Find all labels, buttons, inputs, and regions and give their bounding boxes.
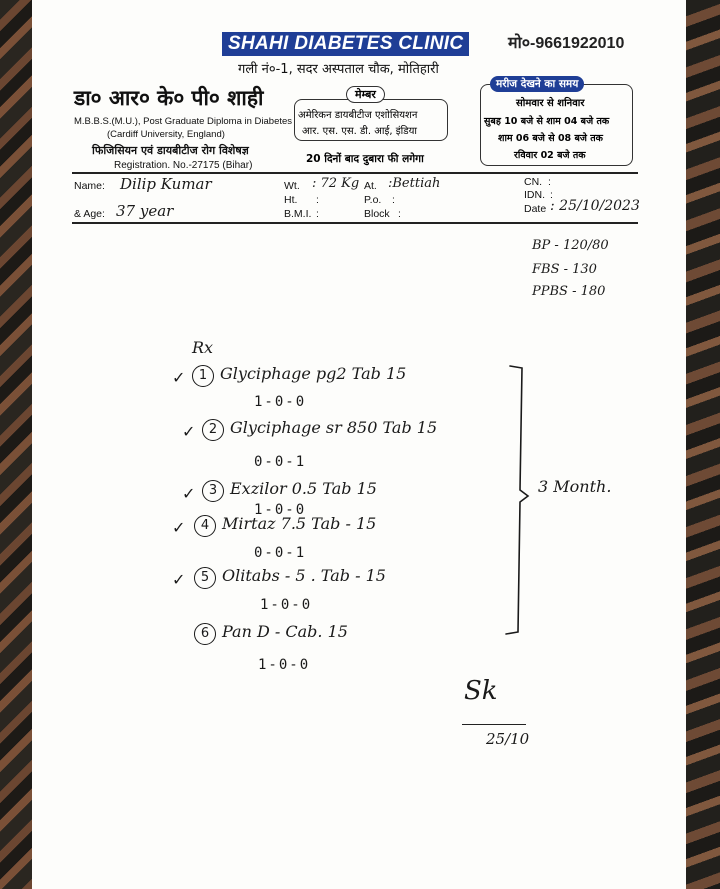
member-label: मेम्बर: [346, 86, 385, 103]
check-mark-icon: ✓: [172, 368, 186, 387]
doctor-name: डा० आर० के० पी० शाही: [74, 86, 264, 110]
check-mark-icon: ✓: [182, 484, 196, 503]
date-label: Date: [524, 203, 547, 215]
registration-number: Registration. No.-27175 (Bihar): [114, 160, 253, 171]
check-mark-icon: ✓: [172, 518, 186, 537]
medication-3: [202, 479, 377, 502]
clinic-mobile: मो०-9661922010: [508, 35, 625, 52]
timing-days: सोमवार से शनिवार: [516, 98, 585, 109]
visit-date: : 25/10/2023: [550, 198, 640, 214]
brace-mark: [502, 360, 532, 640]
duration-note: 3 Month.: [538, 477, 612, 496]
vital-fbs: FBS - 130: [532, 262, 597, 277]
po-label: P.o.: [364, 194, 382, 206]
timing-evening: शाम 06 बजे से 08 बजे तक: [498, 133, 603, 144]
vital-ppbs: PPBS - 180: [532, 284, 606, 299]
patient-place: :Bettiah: [388, 176, 441, 191]
medication-2: [202, 418, 437, 441]
bmi-label: B.M.I.: [284, 208, 312, 220]
medication-name: Exzilor 0.5 Tab 15: [230, 479, 377, 498]
signature-date: 25/10: [486, 730, 530, 748]
patient-divider: [72, 222, 638, 224]
patient-age: 37 year: [116, 202, 174, 220]
medication-5: [194, 566, 386, 589]
clinic-name: SHAHI DIABETES CLINIC: [222, 32, 469, 56]
cn-label: CN.: [524, 176, 543, 188]
medication-dose: 0-0-1: [254, 454, 307, 470]
medication-6: [194, 622, 348, 645]
signature-underline: [462, 724, 526, 725]
block-label: Block: [364, 208, 390, 220]
patient-idn: :: [550, 189, 553, 201]
doctor-specialty: फिजिसियन एवं डायबीटीज रोग विशेषज्ञ: [92, 144, 249, 157]
medication-dose: 1-0-0: [254, 394, 307, 410]
medication-4: [194, 514, 376, 537]
medication-number: 5: [194, 567, 216, 589]
patient-weight: : 72 Kg: [312, 176, 360, 191]
medication-name: Olitabs - 5 . Tab - 15: [222, 566, 386, 585]
association-1: अमेरिकन डायबीटीज एशोसियशन: [298, 110, 418, 121]
medication-number: 2: [202, 419, 224, 441]
medication-name: Mirtaz 7.5 Tab - 15: [222, 514, 377, 533]
medication-name: Pan D - Cab. 15: [222, 622, 348, 641]
background-left-edge: [0, 0, 34, 889]
medication-dose: 1-0-0: [260, 597, 313, 613]
prescription-paper: [32, 0, 686, 889]
wt-label: Wt.: [284, 180, 300, 192]
timing-title: मरीज देखने का समय: [490, 76, 584, 92]
medication-dose: 0-0-1: [254, 545, 307, 561]
at-label: At.: [364, 180, 377, 192]
medication-name: Glyciphage sr 850 Tab 15: [230, 418, 438, 437]
medication-number: 4: [194, 515, 216, 537]
check-mark-icon: ✓: [182, 422, 196, 441]
patient-cn: :: [548, 176, 551, 188]
doctor-degree-university: (Cardiff University, England): [107, 129, 225, 140]
patient-name: Dilip Kumar: [120, 175, 212, 193]
vital-bp: BP - 120/80: [532, 238, 609, 253]
doctor-degree: M.B.B.S.(M.U.), Post Graduate Diploma in Diabetes: [74, 116, 293, 127]
rx-symbol: Rx: [192, 338, 214, 357]
association-2: आर. एस. एस. डी. आई, इंडिया: [302, 126, 417, 137]
patient-height: :: [316, 194, 319, 206]
header-divider: [72, 172, 638, 174]
doctor-signature: Sk: [464, 676, 498, 706]
ht-label: Ht.: [284, 194, 298, 206]
patient-po: :: [392, 194, 395, 206]
medication-1: [192, 364, 406, 387]
age-label: & Age:: [74, 208, 105, 220]
medication-number: 6: [194, 623, 216, 645]
medication-name: Glyciphage pg2 Tab 15: [220, 364, 407, 383]
revisit-fee-note: 20 दिनों बाद दुबारा फी लगेगा: [306, 153, 424, 165]
patient-block: :: [398, 208, 401, 220]
medication-dose: 1-0-0: [254, 502, 307, 518]
patient-bmi: :: [316, 208, 319, 220]
medication-dose: 1-0-0: [258, 657, 311, 673]
check-mark-icon: ✓: [172, 570, 186, 589]
timing-sunday: रविवार 02 बजे तक: [514, 150, 586, 161]
medication-number: 1: [192, 365, 214, 387]
idn-label: IDN.: [524, 189, 545, 201]
timing-morning: सुबह 10 बजे से शाम 04 बजे तक: [484, 116, 610, 127]
clinic-address: गली नं०-1, सदर अस्पताल चौक, मोतिहारी: [238, 62, 439, 77]
background-right-edge: [684, 0, 720, 889]
name-label: Name:: [74, 180, 105, 192]
medication-number: 3: [202, 480, 224, 502]
